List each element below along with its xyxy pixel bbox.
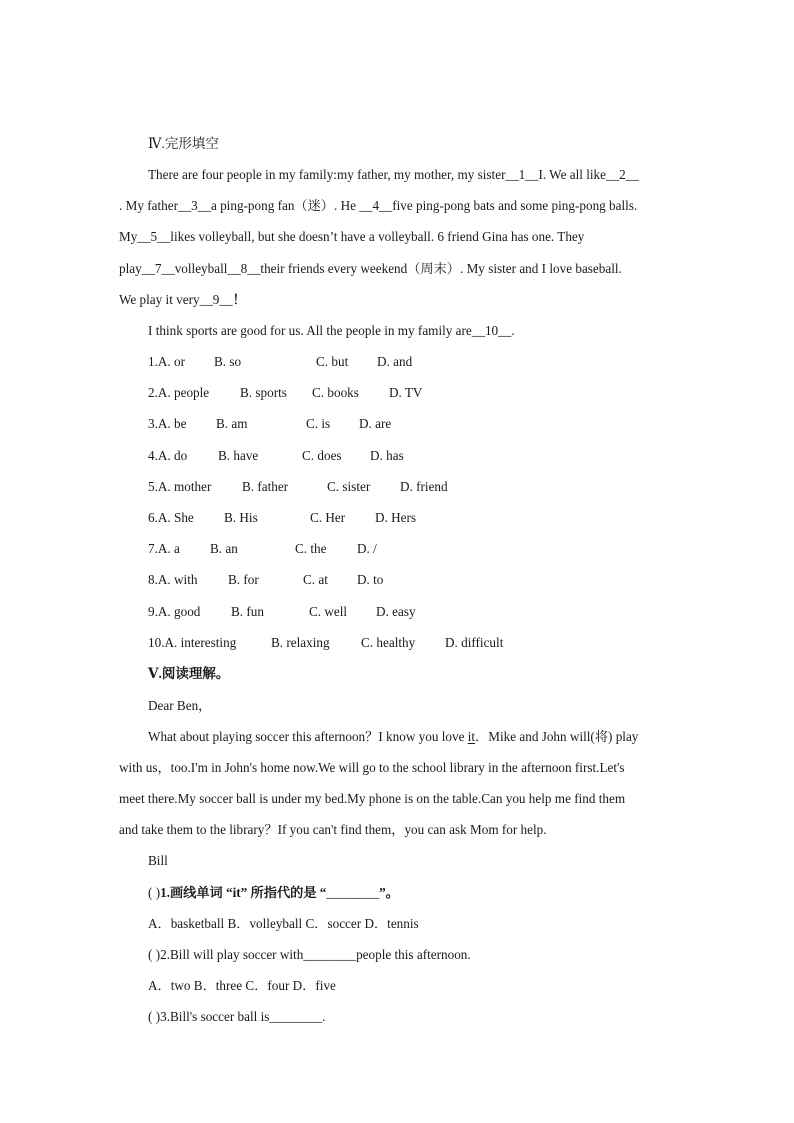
passage-text: play	[119, 261, 142, 276]
blank-2: __2__	[605, 167, 639, 182]
reading-question-2	[148, 947, 471, 963]
option-text: C. Her	[310, 510, 346, 525]
option-q1-b	[214, 354, 241, 370]
option-text: B. sports	[240, 385, 287, 401]
option-text: B. so	[214, 354, 242, 369]
option-text: C. is	[306, 416, 331, 432]
option-text: C. does	[302, 447, 342, 463]
question-number: 3.	[148, 416, 158, 432]
passage-text: We play it very	[119, 292, 200, 307]
option-text: D. Hers	[375, 510, 417, 525]
option-text: A. people	[157, 385, 210, 401]
option-q4-d	[370, 448, 404, 464]
option-q3-b	[216, 416, 248, 432]
passage-text: . My father	[119, 198, 178, 213]
passage-text: five ping-pong bats and some ping-pong balls.	[392, 198, 638, 213]
blank-10: __10__	[471, 323, 512, 338]
option-q6-a	[148, 510, 194, 526]
option-q7-b	[210, 541, 238, 557]
passage-line-4	[119, 261, 622, 277]
option-q9-a	[148, 604, 200, 620]
passage-line-3	[119, 229, 584, 245]
letter-line-4: and take them to the library？If you can't find them，you can ask Mom for help.	[119, 822, 547, 837]
passage-text: My	[119, 229, 138, 244]
reading-question-3	[148, 1009, 325, 1025]
passage-line-1	[148, 167, 639, 183]
section-heading-reading: Ⅴ.阅读理解。	[148, 666, 230, 681]
option-text: D. easy	[376, 603, 416, 619]
letter-line-2: with us，too.I'm in John's home now.We will go to the school library in the afternoon first.Let's	[119, 760, 625, 775]
option-q9-c	[309, 604, 347, 620]
blank-4: __4__	[359, 198, 393, 213]
option-text: A. with	[157, 572, 198, 588]
option-text: C. well	[309, 603, 348, 619]
option-q10-c	[361, 635, 415, 651]
option-text: A. good	[157, 603, 201, 619]
letter-text: ．Mike and John will(将) play	[475, 729, 639, 744]
option-q9-b	[231, 604, 264, 620]
option-text: B. an	[210, 541, 238, 557]
passage-text: There are four people in my family:my father, my mother, my sister	[148, 167, 506, 182]
option-q5-a	[148, 479, 211, 495]
option-text: B. relaxing	[271, 634, 330, 650]
option-text: C. healthy	[361, 634, 416, 650]
option-q1-c	[316, 354, 348, 370]
option-text: A. a	[157, 541, 180, 557]
passage-line-5	[119, 292, 246, 308]
option-q4-b	[218, 448, 258, 464]
option-q4-c	[302, 448, 342, 464]
option-text: C. sister	[327, 478, 371, 494]
passage-text: likes volleyball, but she doesn’t have a volleyball. 6 friend Gina has one. They	[170, 229, 585, 244]
question-number: 6.	[148, 510, 158, 525]
option-text: A. do	[157, 447, 188, 463]
question-number: 1.	[148, 354, 158, 369]
option-q2-d	[389, 385, 422, 401]
blank-7: __7__	[141, 261, 175, 276]
option-text: C. at	[303, 572, 328, 588]
answer-blank: ________	[269, 1009, 323, 1024]
reading-question-1-options: A．basketball B．volleyball C．soccer D．tennis	[148, 916, 419, 931]
passage-text: I think sports are good for us. All the people in my family are	[148, 323, 472, 338]
blank-5: __5__	[137, 229, 171, 244]
answer-paren: ( )	[148, 1009, 161, 1024]
option-q2-a	[148, 385, 209, 401]
question-number: 5.	[148, 478, 158, 494]
blank-8: __8__	[227, 261, 261, 276]
option-q2-b	[240, 385, 287, 401]
option-text: D. has	[370, 447, 404, 463]
option-q6-d	[375, 510, 416, 526]
option-text: D. /	[357, 541, 377, 557]
question-stem: 3.Bill's soccer ball is	[160, 1009, 270, 1024]
option-q10-b	[271, 635, 330, 651]
blank-3: __3__	[177, 198, 211, 213]
option-text: A. interesting	[164, 634, 237, 650]
option-text: B. am	[216, 416, 248, 432]
passage-text: I. We all like	[538, 167, 606, 182]
option-text: C. the	[295, 541, 327, 557]
letter-greeting: Dear Ben，	[148, 698, 212, 713]
option-text: C. books	[312, 385, 359, 401]
question-stem: 2.Bill will play soccer with	[160, 947, 304, 962]
option-q3-c	[306, 416, 330, 432]
option-text: D. difficult	[445, 634, 504, 650]
question-number: 4.	[148, 447, 158, 463]
passage-text: a ping-pong fan（迷）. He	[210, 198, 360, 213]
option-text: A. mother	[157, 478, 212, 494]
option-q8-b	[228, 572, 259, 588]
option-text: A. be	[157, 416, 187, 432]
letter-line-3: meet there.My soccer ball is under my bed.My phone is on the table.Can you help me find them	[119, 791, 626, 806]
option-q8-d	[357, 572, 383, 588]
passage-text: .	[511, 323, 515, 338]
option-q7-d	[357, 541, 377, 557]
option-q6-b	[224, 510, 258, 526]
passage-line-2	[119, 198, 637, 214]
option-text: D. are	[359, 416, 392, 432]
option-q3-a	[148, 416, 186, 432]
passage-text: their friends every weekend（周末）. My sister and I love baseball.	[260, 261, 622, 276]
question-number: 10.	[148, 634, 165, 650]
option-q1-a	[148, 354, 185, 370]
passage-line-6	[148, 323, 515, 339]
passage-text: volleyball	[174, 261, 228, 276]
option-q10-d	[445, 635, 503, 651]
question-tail: .	[322, 1009, 326, 1024]
option-q3-d	[359, 416, 391, 432]
option-q7-c	[295, 541, 327, 557]
question-number: 8.	[148, 572, 158, 588]
letter-text: What about playing soccer this afternoon？I know you love	[148, 729, 468, 744]
option-text: A. She	[157, 510, 194, 525]
letter-line-1	[148, 729, 638, 745]
option-q6-c	[310, 510, 345, 526]
option-text: D. TV	[389, 385, 423, 401]
answer-blank: ________	[303, 947, 357, 962]
question-number: 9.	[148, 603, 158, 619]
option-text: D. friend	[400, 478, 448, 494]
answer-blank: ________	[326, 885, 380, 900]
option-text: C. but	[316, 354, 349, 369]
option-text: B. father	[242, 478, 289, 494]
option-q7-a	[148, 541, 180, 557]
option-text: B. for	[228, 572, 259, 588]
blank-1: __1__	[505, 167, 539, 182]
option-text: B. have	[218, 447, 259, 463]
answer-paren: ( )	[148, 885, 161, 900]
question-tail: ”。	[379, 885, 399, 900]
reading-question-1	[148, 885, 399, 901]
answer-paren: ( )	[148, 947, 161, 962]
question-number: 7.	[148, 541, 158, 557]
letter-signature: Bill	[148, 853, 168, 868]
section-heading-cloze: Ⅳ.完形填空	[148, 136, 219, 151]
option-text: D. to	[357, 572, 384, 588]
option-q8-a	[148, 572, 197, 588]
underlined-word-it: it	[467, 729, 476, 744]
option-q9-d	[376, 604, 416, 620]
blank-9: __9__	[199, 292, 233, 307]
option-q2-c	[312, 385, 359, 401]
option-text: D. and	[377, 354, 413, 369]
option-q5-c	[327, 479, 370, 495]
option-q8-c	[303, 572, 328, 588]
passage-text: ！	[232, 292, 246, 307]
option-q5-d	[400, 479, 448, 495]
option-text: B. His	[224, 510, 258, 525]
question-number: 2.	[148, 385, 158, 401]
option-text: B. fun	[231, 603, 264, 619]
reading-question-2-options: A．two B．three C．four D．five	[148, 978, 336, 993]
option-q1-d	[377, 354, 412, 370]
question-tail: people this afternoon.	[356, 947, 471, 962]
option-q4-a	[148, 448, 187, 464]
question-stem: 1.画线单词 “it” 所指代的是 “	[160, 885, 327, 900]
option-text: A. or	[157, 354, 185, 369]
option-q5-b	[242, 479, 288, 495]
option-q10-a	[148, 635, 236, 651]
